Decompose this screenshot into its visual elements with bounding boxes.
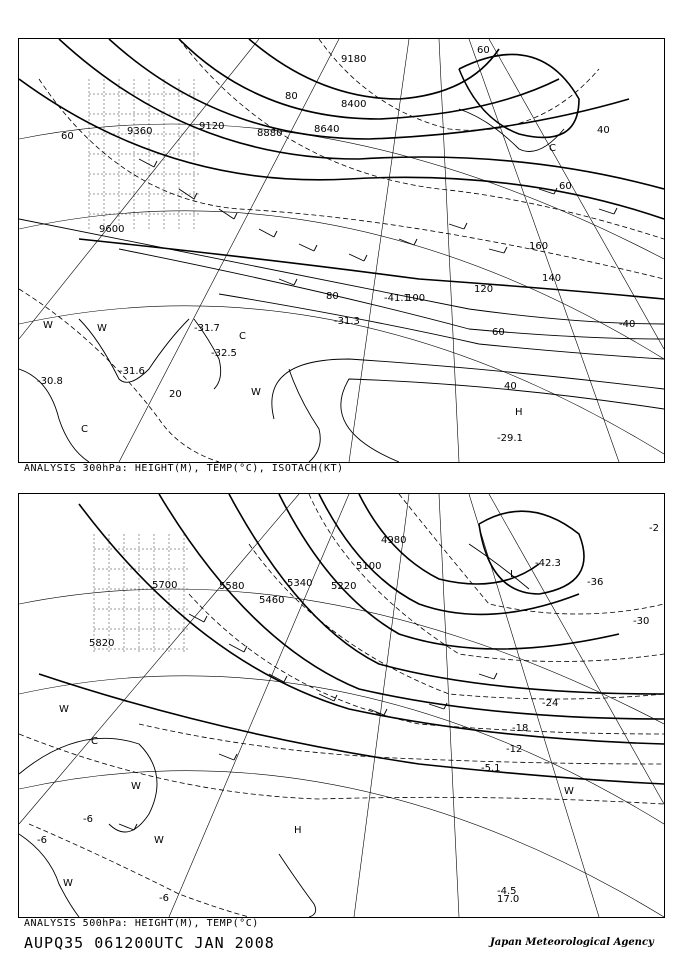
height-label: 8640 <box>314 124 340 135</box>
isotach-label: 80 <box>285 91 298 102</box>
temp-label: -42.3 <box>535 558 561 569</box>
isotach-label: 20 <box>169 389 182 400</box>
isotherm-label: -24 <box>542 698 559 709</box>
isotach-label: 60 <box>559 181 572 192</box>
high-symbol: H <box>515 407 523 418</box>
temp-labels <box>37 293 635 444</box>
warm-symbol: W <box>564 786 574 797</box>
warm-symbol: W <box>43 320 53 331</box>
isotach-label: 60 <box>61 131 74 142</box>
height-label: 5100 <box>356 561 382 572</box>
graticule <box>19 494 664 917</box>
temp-label: -40 <box>619 319 636 330</box>
isotach-label: 80 <box>326 291 339 302</box>
isotherm-label: -30 <box>633 616 650 627</box>
isotach-label: 160 <box>529 241 549 252</box>
warm-symbol: W <box>154 835 164 846</box>
height-contours <box>39 494 664 784</box>
height-label: 4980 <box>381 535 407 546</box>
isotach-label: 60 <box>492 327 505 338</box>
height-label: 9120 <box>199 121 225 132</box>
height-label: 5340 <box>287 578 313 589</box>
temp-label: -31.3 <box>334 316 360 327</box>
agency-name: Japan Meteorological Agency <box>490 937 654 948</box>
isotach-label: 40 <box>504 381 517 392</box>
map-300hpa <box>19 39 664 462</box>
warm-symbol: W <box>251 387 261 398</box>
warm-symbol: W <box>63 878 73 889</box>
isotach-contours <box>19 219 664 462</box>
temp-label: -41.1 <box>384 293 410 304</box>
height-contours <box>19 39 664 299</box>
height-label: 5580 <box>219 581 245 592</box>
isotach-label: 100 <box>406 293 426 304</box>
cold-symbol: C <box>81 424 88 435</box>
temp-label: -29.1 <box>497 433 523 444</box>
temp-label: -5.1 <box>481 763 501 774</box>
temp-label: -31.6 <box>119 366 145 377</box>
height-label: 5700 <box>152 580 178 591</box>
temp-label: 17.0 <box>497 894 520 905</box>
isotach-label: 140 <box>542 273 562 284</box>
height-label: 9180 <box>341 54 367 65</box>
temp-label: -30.8 <box>37 376 63 387</box>
chart-300hpa <box>18 38 665 463</box>
low-symbol: L <box>510 569 516 580</box>
isotach-label: 60 <box>477 45 490 56</box>
isotherm-label: -12 <box>506 744 523 755</box>
height-label: 8880 <box>257 128 283 139</box>
isotherm-label: -2 <box>649 523 659 534</box>
isotherm-label: -6 <box>159 893 169 904</box>
temp-label: -4.5 <box>497 886 517 897</box>
wind-barbs <box>119 614 497 830</box>
temp-label: -31.7 <box>194 323 220 334</box>
cold-symbol: C <box>549 143 556 154</box>
isotherm-label: -6 <box>83 814 93 825</box>
isotach-label: 120 <box>474 284 494 295</box>
height-label: 5820 <box>89 638 115 649</box>
caption-300hpa: ANALYSIS 300hPa: HEIGHT(M), TEMP(°C), ISOTACH(KT) <box>24 463 344 474</box>
hatch-area <box>94 534 189 654</box>
height-label: 5220 <box>331 581 357 592</box>
cold-symbol: C <box>239 331 246 342</box>
isotherm-label: -6 <box>37 835 47 846</box>
height-label: 8400 <box>341 99 367 110</box>
map-500hpa <box>19 494 664 917</box>
isotach-label: 40 <box>597 125 610 136</box>
warm-symbol: W <box>97 323 107 334</box>
height-label: 5460 <box>259 595 285 606</box>
temp-label: -32.5 <box>211 348 237 359</box>
isotherm-label: -18 <box>512 723 529 734</box>
bulletin-code: AUPQ35 061200UTC JAN 2008 <box>24 934 275 952</box>
isotherm-label: -36 <box>587 577 604 588</box>
warm-symbol: W <box>131 781 141 792</box>
height-label: 9360 <box>127 126 153 137</box>
caption-500hpa: ANALYSIS 500hPa: HEIGHT(M), TEMP(°C) <box>24 918 259 929</box>
warm-symbol: W <box>59 704 69 715</box>
height-label: 9600 <box>99 224 125 235</box>
chart-500hpa <box>18 493 665 918</box>
cold-symbol: C <box>91 736 98 747</box>
high-symbol: H <box>294 825 302 836</box>
isotherms <box>19 494 664 917</box>
